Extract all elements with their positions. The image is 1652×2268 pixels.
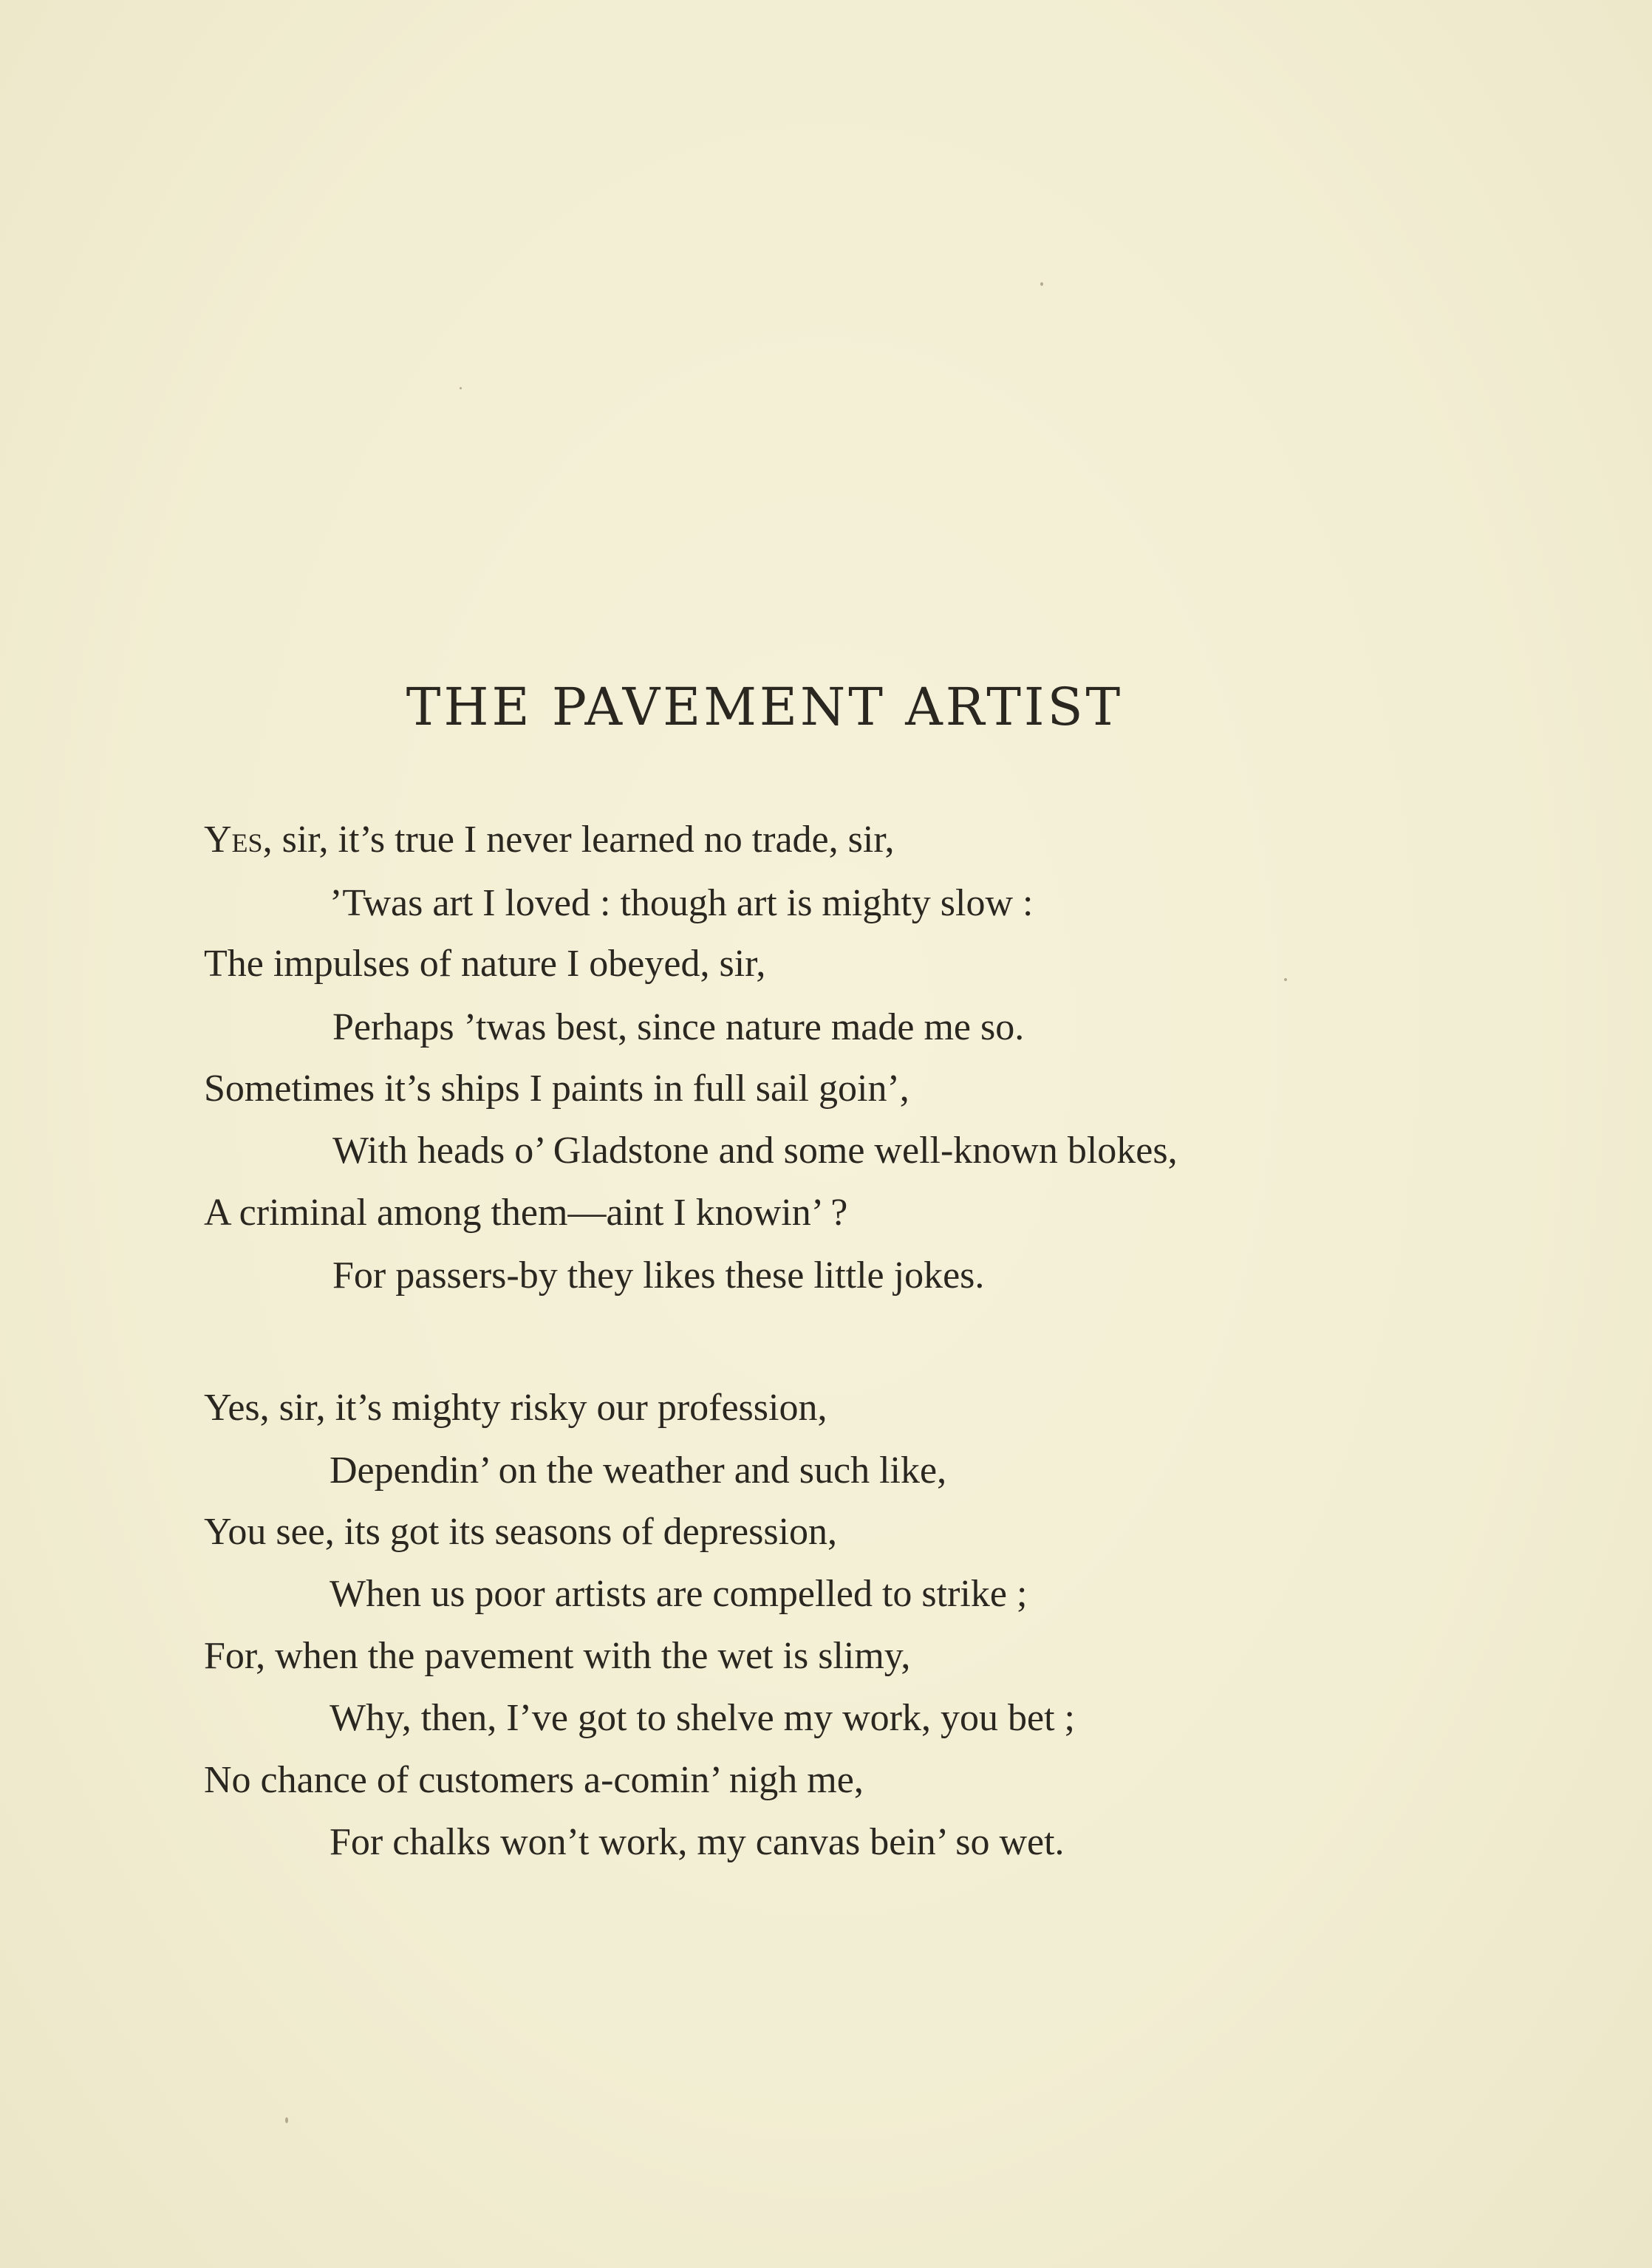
poem-line: For chalks won’t work, my canvas bein’ so wet. [330,1821,1065,1863]
poem-title: THE PAVEMENT ARTIST [406,677,1124,737]
poem-line: Sometimes it’s ships I paints in full sail goin’, [204,1068,909,1110]
poem-line: For, when the pavement with the wet is slimy, [204,1635,911,1677]
poem-line: ’Twas art I loved : though art is mighty slow : [330,882,1034,924]
poem-line: Perhaps ’twas best, since nature made me so. [332,1006,1025,1048]
poem-line: Why, then, I’ve got to shelve my work, you bet ; [330,1697,1075,1739]
poem-line: When us poor artists are compelled to strike ; [330,1573,1028,1615]
drop-word: Yes [204,819,263,861]
paper-speck [1040,282,1043,286]
poem-line: The impulses of nature I obeyed, sir, [204,943,766,985]
paper-speck [285,2117,288,2123]
poem-line: For passers-by they likes these little jokes. [332,1254,985,1297]
poem-line: Yes, sir, it’s mighty risky our profession, [204,1387,827,1429]
poem-line: You see, its got its seasons of depression, [204,1511,838,1553]
poem-line: Yes, sir, it’s true I never learned no trade, sir, [204,819,895,861]
paper-speck [1284,978,1287,981]
poem-line: A criminal among them—aint I knowin’ ? [204,1192,848,1234]
poem-line: Dependin’ on the weather and such like, [330,1449,947,1492]
poem-line: No chance of customers a-comin’ nigh me, [204,1759,864,1801]
paper-speck [460,387,462,389]
poem-line: With heads o’ Gladstone and some well-known blokes, [332,1130,1178,1172]
